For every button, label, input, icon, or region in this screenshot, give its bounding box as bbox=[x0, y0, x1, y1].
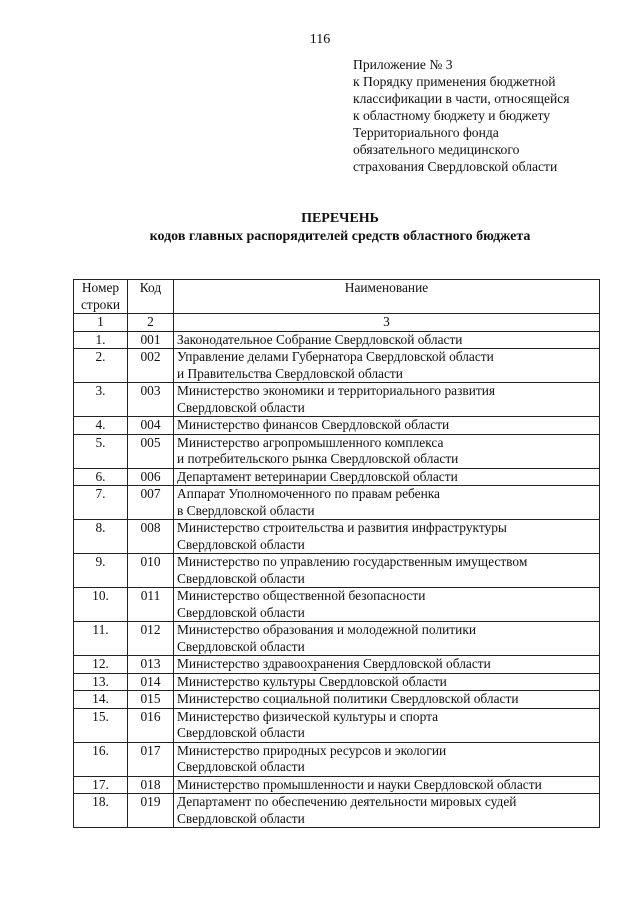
name-line: Министерство по управлению государственным имуществом bbox=[177, 554, 528, 569]
name-line: Министерство финансов Свердловской области bbox=[177, 417, 450, 432]
name-line: Управление делами Губернатора Свердловской области bbox=[177, 349, 494, 364]
code-cell: 017 bbox=[128, 742, 174, 776]
table-row bbox=[74, 349, 600, 383]
appendix-line: Приложение № 3 bbox=[353, 57, 453, 72]
name-cell bbox=[174, 794, 600, 828]
code-cell: 016 bbox=[128, 708, 174, 742]
appendix-line: Территориального фонда bbox=[353, 125, 499, 140]
code-cell: 006 bbox=[128, 468, 174, 486]
name-cell bbox=[174, 417, 600, 435]
table-row bbox=[74, 673, 600, 691]
name-line: Министерство общественной безопасности bbox=[177, 588, 426, 603]
document-title bbox=[0, 210, 640, 246]
row-number-cell: 10. bbox=[74, 588, 128, 622]
title-heading: ПЕРЕЧЕНЬ bbox=[301, 211, 379, 226]
table-row bbox=[74, 520, 600, 554]
name-line: и потребительского рынка Свердловской области bbox=[177, 451, 459, 466]
name-line: Свердловской области bbox=[177, 725, 305, 740]
name-line: Свердловской области bbox=[177, 604, 305, 620]
table-row bbox=[74, 691, 600, 709]
name-cell bbox=[174, 434, 600, 468]
name-line: Министерство физической культуры и спорта bbox=[177, 708, 439, 724]
header-row-number-line2: строки bbox=[80, 296, 121, 312]
row-number-cell: 9. bbox=[74, 554, 128, 588]
appendix-line: обязательного медицинского bbox=[353, 142, 520, 157]
table-body bbox=[74, 331, 600, 828]
code-cell: 013 bbox=[128, 656, 174, 674]
name-cell bbox=[174, 622, 600, 656]
table-row bbox=[74, 468, 600, 486]
row-number-cell: 2. bbox=[74, 349, 128, 383]
name-line: Свердловской области bbox=[177, 536, 305, 552]
code-cell: 012 bbox=[128, 622, 174, 656]
name-line: Министерство промышленности и науки Свердловской области bbox=[177, 776, 542, 792]
name-line: Свердловской области bbox=[177, 638, 305, 654]
name-cell bbox=[174, 520, 600, 554]
table-row bbox=[74, 656, 600, 674]
name-line: Свердловской области bbox=[177, 810, 305, 826]
row-number-cell: 8. bbox=[74, 520, 128, 554]
name-cell bbox=[174, 468, 600, 486]
code-cell: 010 bbox=[128, 554, 174, 588]
index-cell: 1 bbox=[74, 314, 128, 332]
table-row bbox=[74, 776, 600, 794]
name-line: Министерство культуры Свердловской области bbox=[177, 673, 447, 689]
name-cell bbox=[174, 742, 600, 776]
code-cell: 008 bbox=[128, 520, 174, 554]
codes-table bbox=[73, 279, 600, 828]
name-line: Министерство образования и молодежной политики bbox=[177, 622, 476, 637]
code-cell: 004 bbox=[128, 417, 174, 435]
table-row bbox=[74, 742, 600, 776]
name-line: и Правительства Свердловской области bbox=[177, 365, 403, 381]
row-number-cell: 14. bbox=[74, 691, 128, 709]
row-number-cell: 6. bbox=[74, 468, 128, 486]
name-cell bbox=[174, 656, 600, 674]
code-cell: 014 bbox=[128, 673, 174, 691]
appendix-line: классификации в части, относящейся bbox=[353, 91, 570, 106]
code-cell: 005 bbox=[128, 434, 174, 468]
row-number-cell: 13. bbox=[74, 673, 128, 691]
row-number-cell: 4. bbox=[74, 417, 128, 435]
code-cell: 019 bbox=[128, 794, 174, 828]
table-row bbox=[74, 434, 600, 468]
name-line: Аппарат Уполномоченного по правам ребенка bbox=[177, 486, 440, 501]
title-subheading: кодов главных распорядителей средств областного бюджета bbox=[149, 229, 531, 244]
row-number-cell: 11. bbox=[74, 622, 128, 656]
appendix-line: страхования Свердловской области bbox=[353, 159, 558, 174]
row-number-cell: 18. bbox=[74, 794, 128, 828]
code-cell: 007 bbox=[128, 486, 174, 520]
table-header-row bbox=[74, 280, 600, 314]
name-line: Свердловской области bbox=[177, 399, 305, 415]
table-row bbox=[74, 622, 600, 656]
code-cell: 003 bbox=[128, 383, 174, 417]
code-cell: 011 bbox=[128, 588, 174, 622]
table-index-row bbox=[74, 314, 600, 332]
name-cell bbox=[174, 588, 600, 622]
name-cell bbox=[174, 486, 600, 520]
name-line: Департамент ветеринарии Свердловской области bbox=[177, 468, 458, 484]
table-row bbox=[74, 794, 600, 828]
name-line: Министерство экономики и территориального развития bbox=[177, 383, 496, 398]
table-row bbox=[74, 708, 600, 742]
name-line: Законодательное Собрание Свердловской области bbox=[177, 331, 463, 347]
header-row-number-line1: Номер bbox=[81, 280, 120, 295]
row-number-cell: 17. bbox=[74, 776, 128, 794]
code-cell: 018 bbox=[128, 776, 174, 794]
code-cell: 002 bbox=[128, 349, 174, 383]
page-number: 116 bbox=[309, 32, 331, 47]
name-line: Свердловской области bbox=[177, 570, 305, 586]
name-line: Министерство природных ресурсов и экологии bbox=[177, 742, 447, 758]
table-row bbox=[74, 331, 600, 349]
row-number-cell: 12. bbox=[74, 656, 128, 674]
table-row bbox=[74, 486, 600, 520]
index-cell: 2 bbox=[128, 314, 174, 332]
name-cell bbox=[174, 776, 600, 794]
name-line: Министерство здравоохранения Свердловской области bbox=[177, 656, 491, 671]
name-cell bbox=[174, 331, 600, 349]
name-line: Свердловской области bbox=[177, 759, 305, 774]
name-cell bbox=[174, 691, 600, 709]
table-row bbox=[74, 588, 600, 622]
row-number-cell: 3. bbox=[74, 383, 128, 417]
row-number-cell: 15. bbox=[74, 708, 128, 742]
name-cell bbox=[174, 383, 600, 417]
index-cell: 3 bbox=[174, 314, 600, 332]
appendix-line: к Порядку применения бюджетной bbox=[353, 74, 556, 89]
name-line: Департамент по обеспечению деятельности мировых судей bbox=[177, 794, 517, 809]
name-line: Министерство строительства и развития инфраструктуры bbox=[177, 520, 507, 535]
name-line: Министерство социальной политики Свердловской области bbox=[177, 691, 519, 706]
name-cell bbox=[174, 349, 600, 383]
appendix-line: к областному бюджету и бюджету bbox=[353, 108, 551, 123]
row-number-cell: 7. bbox=[74, 486, 128, 520]
table-row bbox=[74, 417, 600, 435]
row-number-cell: 1. bbox=[74, 331, 128, 349]
name-cell bbox=[174, 673, 600, 691]
code-cell: 015 bbox=[128, 691, 174, 709]
table-row bbox=[74, 383, 600, 417]
appendix-note bbox=[353, 56, 623, 175]
name-line: Министерство агропромышленного комплекса bbox=[177, 434, 444, 450]
header-row-number bbox=[74, 280, 128, 314]
code-cell: 001 bbox=[128, 331, 174, 349]
row-number-cell: 5. bbox=[74, 434, 128, 468]
header-name: Наименование bbox=[174, 280, 600, 314]
name-cell bbox=[174, 708, 600, 742]
table-row bbox=[74, 554, 600, 588]
row-number-cell: 16. bbox=[74, 742, 128, 776]
name-cell bbox=[174, 554, 600, 588]
name-line: в Свердловской области bbox=[177, 502, 315, 518]
header-code: Код bbox=[128, 280, 174, 314]
